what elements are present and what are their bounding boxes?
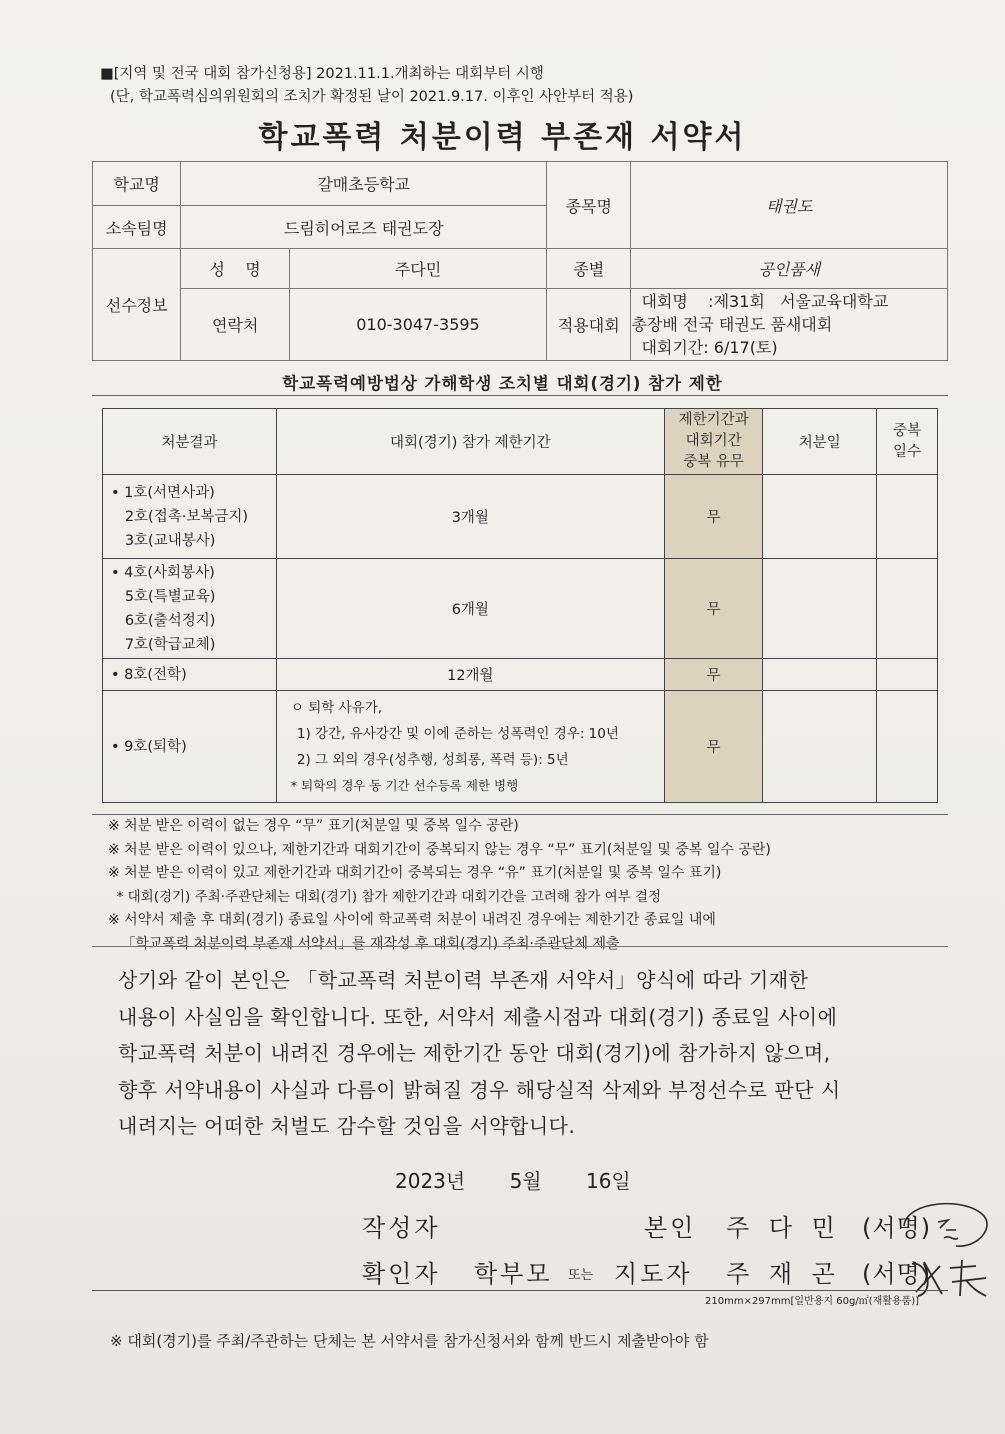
school-value: 갈매초등학교 [181, 162, 547, 206]
row2-period: 6개월 [276, 559, 664, 659]
date-day: 16일 [585, 1169, 631, 1193]
competition-label: 적용대회 [547, 289, 631, 361]
author-role: 본인 [644, 1214, 697, 1242]
athlete-info-label: 선수정보 [93, 249, 181, 361]
author-signature-mark [896, 1196, 996, 1256]
name-label: 성 명 [181, 249, 290, 289]
row3-result: • 8호(전학) [103, 659, 277, 691]
contact-label: 연락처 [181, 289, 290, 361]
team-value: 드림히어로즈 태권도장 [181, 206, 547, 249]
result-item: 5호(특별교육) [111, 588, 216, 605]
header-days-line1: 중복 [893, 422, 922, 439]
expulsion-condition: ㅇ 퇴학 사유가, [290, 699, 383, 716]
note-item: ※ 처분 받은 이력이 있으나, 제한기간과 대회기간이 중복되지 않는 경우 “무” 표기(처분일 및 중복 일수 공란) [108, 841, 771, 858]
confirmer-name: 주 재 곤 [726, 1260, 841, 1288]
expulsion-condition: 2) 그 외의 경우(성추행, 성희롱, 폭력 등): 5년 [296, 751, 569, 768]
expulsion-condition: * 퇴학의 경우 동 기간 선수등록 제한 병행 [290, 777, 519, 793]
restriction-title: 학교폭력예방법상 가해학생 조치별 대회(경기) 참가 제한 [282, 374, 723, 393]
header-overlap-line2: 대회기간 [685, 433, 742, 449]
or-text: 또는 [568, 1268, 594, 1283]
header-result: 처분결과 [103, 409, 277, 475]
event-value: 태권도 [631, 162, 948, 249]
paper-spec-note: 210mm×297mm[일반용지 60g/㎡(재활용품)] [705, 1296, 920, 1307]
pledge-line: 향후 서약내용이 사실과 다름이 밝혀질 경우 해당실적 삭제와 부정선수로 판단 시 [118, 1077, 841, 1102]
result-item: 3호(교내봉사) [111, 532, 216, 549]
result-item: 7호(학급교체) [111, 636, 216, 653]
confirmer-role-parent: 학부모 [474, 1260, 553, 1288]
header-period: 대회(경기) 참가 제한기간 [276, 409, 664, 475]
result-item: • 1호(서면사과) [111, 484, 215, 501]
note-item: * 대회(경기) 주최·주관단체는 대회(경기) 참가 제한기간과 대회기간을 고려해 참가 여부 결정 [108, 888, 662, 905]
contact-value: 010-3047-3595 [289, 289, 546, 361]
row4-days [877, 691, 938, 803]
notice-line-1: ■[지역 및 전국 대회 참가신청용] 2021.11.1.개최하는 대회부터 시행 [100, 66, 544, 82]
author-label: 작성자 [362, 1214, 441, 1242]
row2-overlap: 무 [664, 559, 763, 659]
row2-days [877, 559, 938, 659]
result-item: • 4호(사회봉사) [111, 564, 215, 581]
header-date: 처분일 [763, 409, 877, 475]
date-month: 5월 [509, 1169, 542, 1193]
bottom-note: ※ 대회(경기)를 주최/주관하는 단체는 본 서약서를 참가신청서와 함께 반드시 제출받아야 함 [110, 1332, 709, 1350]
expulsion-condition: 1) 강간, 유사강간 및 이에 준하는 성폭력인 경우: 10년 [296, 725, 619, 742]
row1-period: 3개월 [276, 475, 664, 559]
author-name: 주 다 민 [726, 1214, 841, 1242]
confirmer-role-coach: 지도자 [614, 1260, 693, 1288]
header-overlap-line1: 제한기간과 [678, 412, 749, 428]
school-label: 학교명 [93, 162, 181, 206]
result-item: 6호(출석정지) [111, 612, 216, 629]
row1-days [877, 475, 938, 559]
header-days [877, 409, 938, 475]
row4-result: • 9호(퇴학) [103, 691, 277, 803]
row2-date [763, 559, 877, 659]
pledge-line: 학교폭력 처분이 내려진 경우에는 제한기간 동안 대회(경기)에 참가하지 않으며, [118, 1041, 831, 1065]
event-label: 종목명 [547, 162, 631, 249]
row3-date [763, 659, 877, 691]
notes-list [108, 815, 771, 956]
competition-name-line1: 대회명 :제31회 서울교육대학교 [641, 292, 889, 311]
confirmer-label: 확인자 [362, 1260, 441, 1288]
row4-overlap: 무 [664, 691, 763, 803]
row4-date [763, 691, 877, 803]
competition-period: 대회기간: 6/17(토) [641, 338, 778, 357]
pledge-line: 내용이 사실임을 확인합니다. 또한, 서약서 제출시점과 대회(경기) 종료일 사이에 [118, 1004, 838, 1029]
category-value: 공인품새 [631, 249, 948, 289]
result-item: 2호(접촉·보복금지) [111, 508, 249, 525]
pledge-line: 상기와 같이 본인은 「학교폭력 처분이력 부존재 서약서」양식에 따라 기재한 [118, 968, 809, 992]
note-item: ※ 서약서 제출 후 대회(경기) 종료일 사이에 학교폭력 처분이 내려진 경우에는 제한기간 종료일 내에 [108, 912, 716, 928]
athlete-info-table [92, 161, 948, 361]
header-days-line2: 일수 [893, 443, 922, 460]
header-overlap-line3: 중복 유무 [683, 454, 744, 470]
row1-result [103, 475, 277, 559]
footer-divider [92, 1290, 948, 1291]
name-value: 주다민 [289, 249, 546, 289]
row4-period [276, 691, 664, 803]
note-item: 「학교폭력 처분이력 부존재 서약서」를 재작성 후 대회(경기) 주최·주관단체 제출 [108, 935, 620, 952]
divider [92, 946, 948, 947]
competition-value [631, 289, 948, 361]
document-title: 학교폭력 처분이력 부존재 서약서 [258, 120, 747, 155]
row3-overlap: 무 [664, 659, 763, 691]
pledge-date [395, 1165, 631, 1194]
category-label: 종별 [547, 249, 631, 289]
row3-period: 12개월 [276, 659, 664, 691]
row3-days [877, 659, 938, 691]
pledge-line: 내려지는 어떠한 처벌도 감수할 것임을 서약합니다. [118, 1114, 576, 1138]
confirmer-sign-label: (서명) [862, 1260, 932, 1288]
note-item: ※ 처분 받은 이력이 있고 제한기간과 대회기간이 중복되는 경우 “유” 표기(처분일 및 중복 일수 표기) [108, 865, 722, 881]
row2-result [103, 559, 277, 659]
note-item: ※ 처분 받은 이력이 없는 경우 “무” 표기(처분일 및 중복 일수 공란) [108, 818, 519, 834]
confirmer-signature-mark [906, 1252, 996, 1302]
header-overlap [664, 409, 763, 475]
team-label: 소속팀명 [93, 206, 181, 249]
notice-line-2: (단, 학교폭력심의위원회의 조치가 확정된 날이 2021.9.17. 이후인 사안부터 적용) [110, 89, 634, 105]
row1-date [763, 475, 877, 559]
author-sign-label: (서명) [862, 1214, 932, 1242]
row1-overlap: 무 [664, 475, 763, 559]
date-year: 2023년 [395, 1169, 466, 1193]
competition-name-line2: 총장배 전국 태권도 품새대회 [631, 315, 833, 334]
restriction-table [102, 408, 938, 803]
pledge-text [118, 962, 938, 1145]
